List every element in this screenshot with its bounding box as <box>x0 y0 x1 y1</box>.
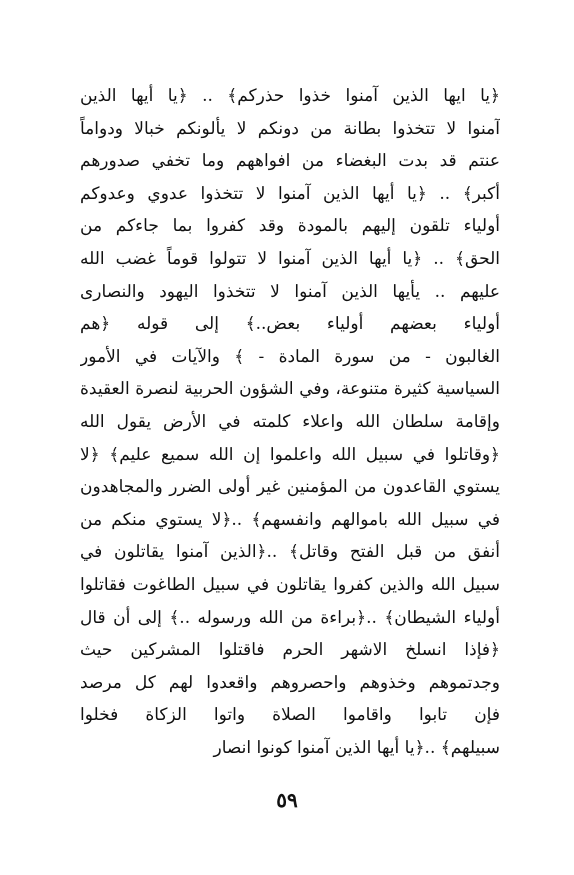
text-line: يستوي القاعدون من المؤمنين غير أولى الضرر والمجاهدون <box>80 477 500 498</box>
text-line: أولياء تلقون إليهم بالمودة وقد كفروا بما جاءكم من <box>80 216 500 237</box>
text-line: سبيل الله والذين كفروا يقاتلون في سبيل الطاغوت فقاتلوا <box>80 574 500 595</box>
text-line: سبيلهم﴾ ..﴿يا أيها الذين آمنوا كونوا انصار <box>213 737 500 758</box>
text-line: ﴿فإذا انسلخ الاشهر الحرم فاقتلوا المشركين حيث <box>80 640 500 661</box>
text-line: في سبيل الله باموالهم وانفسهم﴾ ..﴿لا يستوي منكم من <box>80 509 500 530</box>
text-line: آمنوا لا تتخذوا بطانة من دونكم لا يألونكم خبالا ودواماً <box>80 118 500 139</box>
text-line: ﴿وقاتلوا في سبيل الله واعلموا إن الله سميع عليم﴾ ﴿لا <box>80 444 500 465</box>
page-number: ٥٩ <box>276 788 298 812</box>
text-line: عليهم .. يأيها الذين آمنوا لا تتخذوا اليهود والنصارى <box>80 281 500 302</box>
text-line: أنفق من قبل الفتح وقاتل﴾ ..﴿الذين آمنوا يقاتلون في <box>80 542 500 563</box>
text-line: عنتم قد بدت البغضاء من افواههم وما تخفي صدورهم <box>80 151 500 172</box>
text-line: وجدتموهم وخذوهم واحصروهم واقعدوا لهم كل مرصد <box>80 672 500 693</box>
text-line: فإن تابوا واقاموا الصلاة واتوا الزكاة فخلوا <box>80 705 500 726</box>
text-line: وإقامة سلطان الله واعلاء كلمته في الأرض يقول الله <box>80 411 500 432</box>
text-line: الحق﴾ .. ﴿يا أيها الذين آمنوا لا تتولوا قوماً غضب الله <box>80 248 500 269</box>
text-line: أولياء بعضهم أولياء بعض..﴾ إلى قوله ﴿هم <box>80 314 500 335</box>
text-line: أكبر﴾ .. ﴿يا أيها الذين آمنوا لا تتخذوا عدوي وعدوكم <box>80 183 500 204</box>
text-line: السياسية كثيرة متنوعة، وفي الشؤون الحربية لنصرة العقيدة <box>80 379 500 400</box>
text-line: ﴿يا ايها الذين آمنوا خذوا حذركم﴾ .. ﴿يا أيها الذين <box>80 86 500 106</box>
text-line: الغالبون - من سورة المادة - ﴾ والآيات في الأمور <box>80 346 500 367</box>
body-text <box>80 80 500 764</box>
text-line: أولياء الشيطان﴾ ..﴿براءة من الله ورسوله ..﴾ إلى أن قال <box>80 607 500 628</box>
